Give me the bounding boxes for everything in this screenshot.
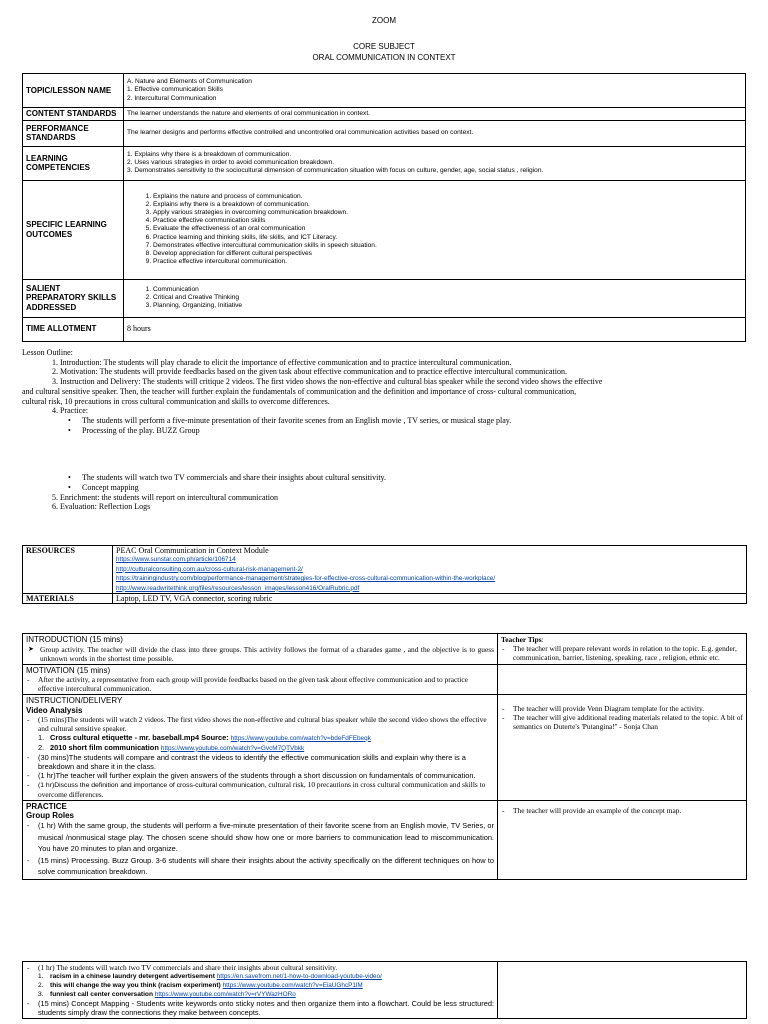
introduction-text: ➤ Group activity. The teacher will divide the class into three groups. This activity follows the format of a charades game , and the objective is to guess unknown words in the shortest time possible. xyxy=(26,645,494,663)
topic-label: TOPIC/LESSON NAME xyxy=(23,74,124,108)
outcomes-value xyxy=(124,180,746,279)
skills-value xyxy=(124,279,746,317)
outcome-item: 9. Practice effective intercultural communication. xyxy=(153,258,742,266)
outcome-item: 8. Develop appreciation for different cultural perspectives xyxy=(153,250,742,258)
instruction-tips-cell xyxy=(498,695,747,801)
time-value: 8 hours xyxy=(124,317,746,341)
practice-cell xyxy=(23,800,498,879)
video-title: Cross cultural etiquette - mr. baseball.mp4 Source: xyxy=(50,732,229,742)
teacher-tips-colon: : xyxy=(541,635,544,644)
lesson-info-table xyxy=(22,73,746,342)
topic-value xyxy=(124,74,746,108)
row-instruction xyxy=(23,695,747,801)
instruction-step-part: cultural risk, 10 precautions in cross cultural communication and skills to overcome differences. xyxy=(38,779,486,799)
outcome-item: 7. Demonstrates effective intercultural communication skills in speech situation. xyxy=(153,242,742,250)
outline-title: Lesson Outline: xyxy=(22,348,73,357)
commercials-cell xyxy=(23,962,498,1019)
outline-item: 3. Instruction and Delivery: The students will critique 2 videos. The first video shows the non-effective and cultural bias speaker while the second video shows the effective xyxy=(52,377,603,387)
outcome-item: 3. Apply various strategies in overcoming communication breakdown. xyxy=(153,209,742,217)
row-topic xyxy=(23,74,746,108)
video-item: 2. 2010 short film communication https://www.youtube.com/watch?v=GvcM7QTVbkk xyxy=(38,742,305,752)
outline-bullet: • The students will watch two TV commercials and share their insights about cultural sensitivity. xyxy=(22,473,746,483)
outline-item: 5. Enrichment: the students will report on intercultural communication xyxy=(52,492,278,502)
instruction-title: INSTRUCTION/DELIVERY xyxy=(26,696,123,705)
topic-item: 1. Effective communication Skills xyxy=(127,86,223,94)
practice-step: - (1 hr) With the same group, the students will perform a five-minute presentation of their favorite scene from an English movie, TV Series, or musical /nonmusical stage play. The chosen scene should show how one or more barriers to communication lead to miscommunication. You have 20 minutes to plan and organize. xyxy=(26,820,494,855)
skill-item: 3. Planning, Organizing, Initiative xyxy=(153,302,742,310)
resources-value xyxy=(113,546,747,594)
practice-title: PRACTICE xyxy=(26,801,67,811)
teacher-tips-title xyxy=(501,635,743,644)
doc-title-core-subject: CORE SUBJECT xyxy=(353,42,415,51)
continuation-table xyxy=(22,961,747,1019)
row-materials xyxy=(23,594,747,604)
practice-step: - (15 mins) Concept Mapping - Students write keywords onto sticky notes and then organize them into a flowchart. Could be less structured: students simply draw the connections they make between concepts. xyxy=(26,999,494,1017)
teacher-tips-label: Teacher Tips xyxy=(501,635,542,644)
topic-item: 2. Intercultural Communication xyxy=(127,94,217,102)
content-label: CONTENT STANDARDS xyxy=(23,108,124,121)
competency-item: 2. Uses various strategies in order to avoid communication breakdown. xyxy=(127,158,335,166)
module-name: PEAC Oral Communication in Context Module xyxy=(116,546,269,555)
resource-link[interactable]: http://www.readwritethink.org/files/resources/lesson_images/lesson416/OralRubric.pdf xyxy=(116,584,360,592)
row-introduction xyxy=(23,634,747,665)
skills-label: SALIENT PREPARATORY SKILLS ADDRESSED xyxy=(23,279,124,317)
video-link[interactable]: https://www.youtube.com/watch?v=bdeFdFEbeqk xyxy=(230,734,371,742)
practice-subtitle: Group Roles xyxy=(26,811,75,820)
resource-link[interactable]: https://trainingindustry.com/blog/performance-management/strategies-for-effective-cross-cultural-communication-within-the-workplace/ xyxy=(116,575,496,583)
outcome-item: 5. Evaluate the effectiveness of an oral communication xyxy=(153,225,742,233)
skill-item: 2. Critical and Creative Thinking xyxy=(153,294,742,302)
resource-link[interactable]: http://culturalconsulting.com.au/cross-cultural-risk-management-2/ xyxy=(116,565,303,573)
doc-title-subject: ORAL COMMUNICATION IN CONTEXT xyxy=(312,53,456,62)
instruction-step xyxy=(26,780,494,799)
instruction-step: - (30 mins)The students will compare and contrast the videos to identify the effective communication skills and explain why there is a breakdown and share it in the class. xyxy=(26,753,494,771)
competencies-label: LEARNING COMPETENCIES xyxy=(23,146,124,180)
resources-label: RESOURCES xyxy=(23,546,113,594)
outline-bullet: • The students will perform a five-minute presentation of their favorite scenes from an English movie , TV series, or musical stage play. xyxy=(22,416,746,426)
instruction-step: - (1 hr)The teacher will further explain the given answers of the students through a short discussion on fundamentals of communication. xyxy=(26,771,494,780)
instruction-step-part: (1 hr)Discuss the definition and importance of cross-cultural communication, xyxy=(38,781,267,789)
motivation-title: MOTIVATION (15 mins) xyxy=(26,665,111,675)
outline-item: 6. Evaluation: Reflection Logs xyxy=(52,502,151,512)
ad-link[interactable]: https://en.savefrom.net/1-how-to-download-youtube-video/ xyxy=(216,973,382,980)
performance-value: The learner designs and performs effective controlled and uncontrolled oral communication activities based on context. xyxy=(124,120,746,146)
outline-item-cont: and cultural sensitive speaker. Then, the teacher will further explain the fundamentals of communication and the definition and importance of cross- cultural communication, xyxy=(22,386,577,396)
topic-item: A. Nature and Elements of Communication xyxy=(127,78,252,86)
instruction-step: - (15 mins)The students will watch 2 videos. The first video shows the non-effective and cultural bias speaker while the second video shows the effective and cultural sensitive speaker. xyxy=(26,715,494,733)
outline-item: 1. Introduction: The students will play charade to elicit the importance of effective communication and to practice intercultural communication. xyxy=(52,357,512,367)
tip-spacer xyxy=(501,696,743,704)
teacher-tips-cell xyxy=(498,634,747,665)
outcome-item: 4. Practice effective communication skills xyxy=(153,217,742,225)
row-skills xyxy=(23,279,746,317)
teacher-tip: - The teacher will provide an example of the concept map. xyxy=(501,806,743,815)
row-content xyxy=(23,108,746,121)
row-performance xyxy=(23,120,746,146)
instruction-cell xyxy=(23,695,498,801)
row-practice xyxy=(23,800,747,879)
row-competencies xyxy=(23,146,746,180)
row-motivation xyxy=(23,664,747,695)
outline-item-cont: cultural risk, 10 precautions in cross cultural communication and skills to overcome differences. xyxy=(22,396,330,406)
ad-title: racism in a chinese laundry detergent advertisement xyxy=(50,973,215,980)
ad-item: 2. this will change the way you think (racism experiment) https://www.youtube.com/watch?v=EiaUGhcP1lM xyxy=(38,982,363,989)
outline-item: 2. Motivation: The students will provide feedbacks based on the given task about effective communication and to practice effective intercultural communication. xyxy=(52,367,567,377)
skill-item: 1. Communication xyxy=(153,286,742,294)
practice-tips-cell xyxy=(498,800,747,879)
video-title: 2010 short film communication xyxy=(50,742,159,752)
teacher-tip: - The teacher will provide Venn Diagram template for the activity. xyxy=(501,704,743,713)
row-resources xyxy=(23,546,747,594)
materials-label: MATERIALS xyxy=(23,594,113,604)
outline-bullet: • Concept mapping xyxy=(22,483,746,493)
content-value: The learner understands the nature and elements of oral communication in context. xyxy=(124,108,746,121)
outline-item: 4. Practice: xyxy=(52,406,88,416)
lesson-plan-table xyxy=(22,633,747,880)
instruction-subtitle: Video Analysis xyxy=(26,705,83,715)
outcome-item: 6. Practice learning and thinking skills, life skills, and ICT Literacy. xyxy=(153,234,742,242)
doc-title-zoom: ZOOM xyxy=(372,16,396,25)
introduction-title: INTRODUCTION (15 mins) xyxy=(26,635,123,644)
resource-link[interactable]: https://www.sunstar.com.ph/article/106714 xyxy=(116,556,236,564)
teacher-tip: - The teacher will prepare relevant words in relation to the topic. E.g. gender, communication, barrier, listening, speaking, race , religion, ethnic etc. xyxy=(501,644,743,662)
motivation-text: - After the activity, a representative from each group will provide feedbacks based on the given task about effective communication and to practice effective intercultural communication. xyxy=(26,675,494,693)
ad-item: 1. racism in a chinese laundry detergent advertisement https://en.savefrom.net/1-how-to-download-youtube-video/ xyxy=(38,973,382,980)
ad-title: this will change the way you think (racism experiment) xyxy=(50,982,221,989)
video-link[interactable]: https://www.youtube.com/watch?v=GvcM7QTVbkk xyxy=(160,744,305,752)
video-item: 1. Cross cultural etiquette - mr. baseball.mp4 Source: https://www.youtube.com/watch?v=bdeFdFEbeqk xyxy=(38,732,371,742)
teacher-tip: - The teacher will give additional reading materials related to the topic. A bit of semantics on Duterte's 'Putangina!'' - Sonja Chan xyxy=(501,713,743,731)
ad-item: 3. funniest call center conversation https://www.youtube.com/watch?v=rVYWazHORo xyxy=(38,991,296,998)
time-label: TIME ALLOTMENT xyxy=(23,317,124,341)
motivation-cell xyxy=(23,664,498,695)
commercials-tips-cell xyxy=(498,962,747,1019)
introduction-cell xyxy=(23,634,498,665)
competency-item: 3. Demonstrates sensitivity to the sociocultural dimension of communication situation with focus on culture, gender, age, social status , religion. xyxy=(127,167,544,175)
lesson-outline xyxy=(22,348,746,512)
row-outcomes xyxy=(23,180,746,279)
outcomes-label: SPECIFIC LEARNING OUTCOMES xyxy=(23,180,124,279)
outline-bullet: • Processing of the play. BUZZ Group xyxy=(22,426,746,436)
materials-value: Laptop, LED TV, VGA connector, scoring rubric xyxy=(113,594,747,604)
competencies-value xyxy=(124,146,746,180)
row-commercials xyxy=(23,962,747,1019)
performance-label: PERFORMANCE STANDARDS xyxy=(23,120,124,146)
competency-item: 1. Explains why there is a breakdown of communication. xyxy=(127,150,292,158)
resources-table xyxy=(22,545,747,604)
ad-title: funniest call center conversation xyxy=(50,991,153,998)
teacher-tips-cell-empty xyxy=(498,664,747,695)
ad-link[interactable]: https://www.youtube.com/watch?v=rVYWazHORo xyxy=(154,991,296,998)
practice-step: - (1 hr) The students will watch two TV commercials and share their insights about cultural sensitivity. xyxy=(26,963,494,972)
outcome-item: 1. Explains the nature and process of communication. xyxy=(153,193,742,201)
ad-link[interactable]: https://www.youtube.com/watch?v=EiaUGhcP1lM xyxy=(222,982,363,989)
outcome-item: 2. Explains why there is a breakdown of communication. xyxy=(153,201,742,209)
outline-spacer xyxy=(22,435,746,473)
practice-step: - (15 mins) Processing. Buzz Group. 3-6 students will share their insights about the activity specifically on the different techniques on how to solve communication breakdown. xyxy=(26,855,494,878)
row-time xyxy=(23,317,746,341)
